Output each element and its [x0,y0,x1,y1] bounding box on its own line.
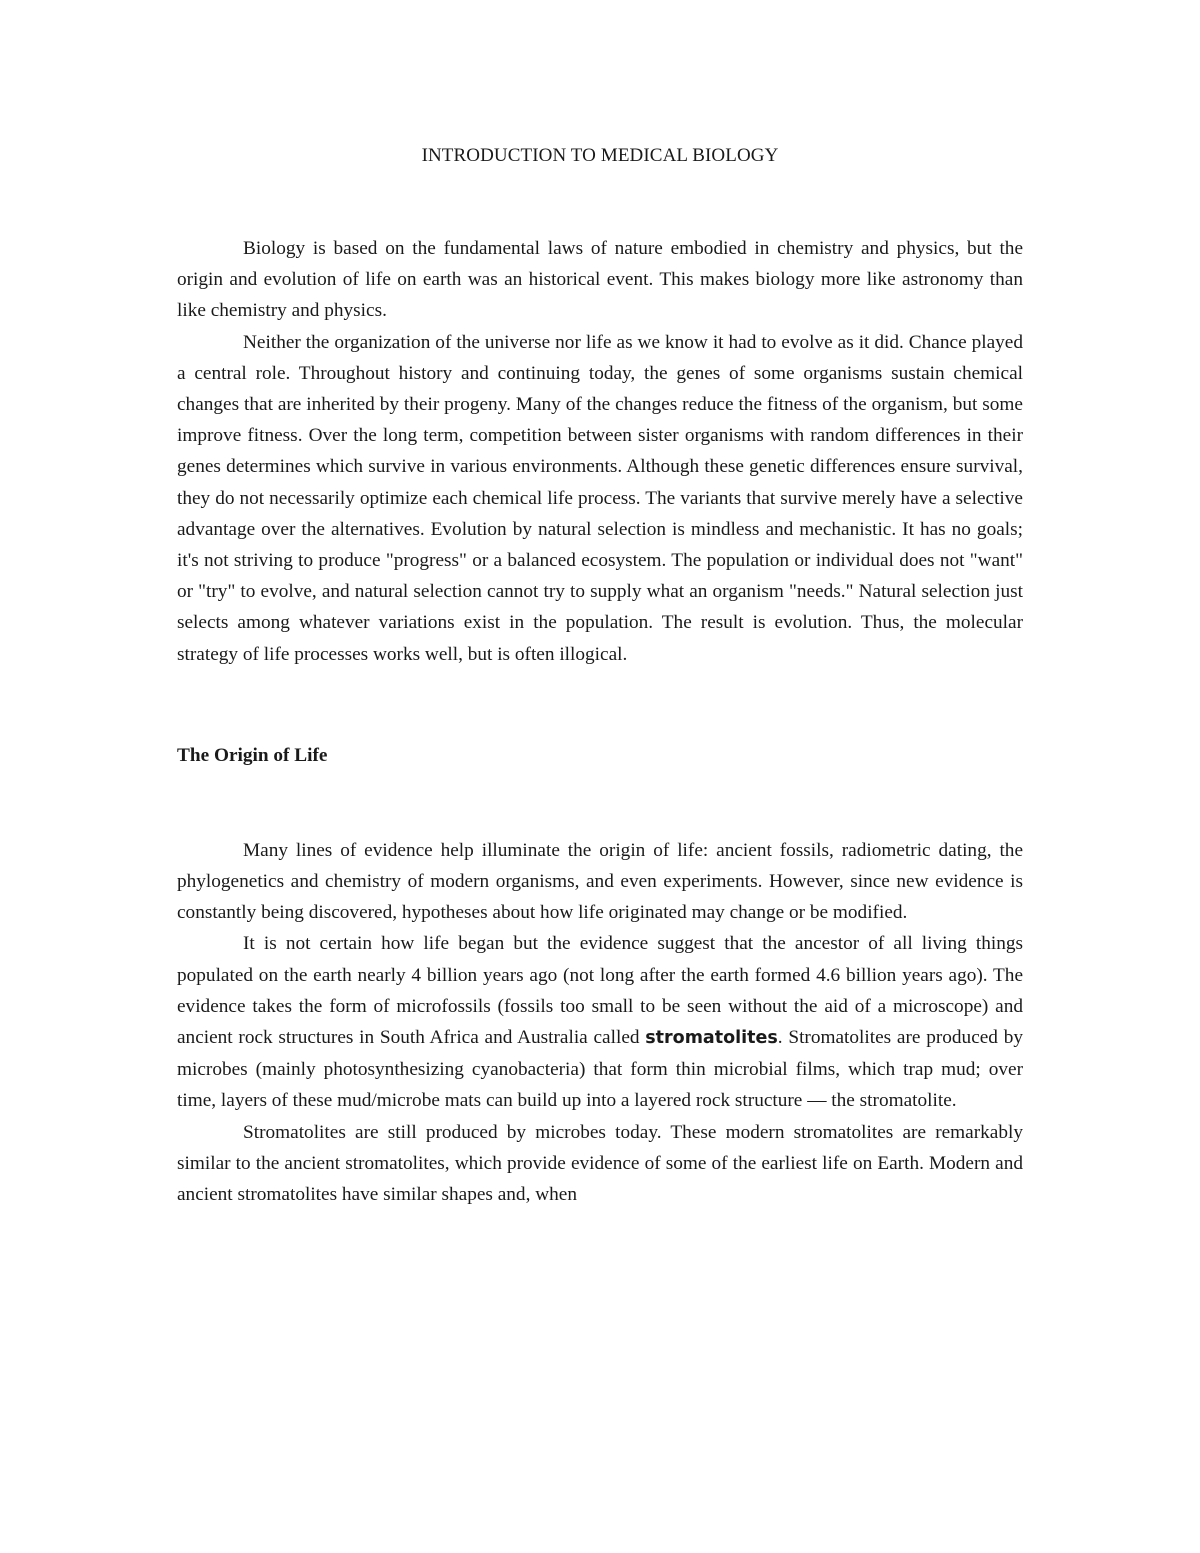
stromatolites-term: stromatolites [645,1028,778,1049]
origin-paragraph-2-text-after: . Stromatolites are produced by microbes (mainly photosynthesizing cyanobacteria) that form thin microbial films, which trap mud; over time, layers of these mud/microbe mats can build up into a layered rock structure — the stromatolite. [177,1027,1023,1112]
origin-paragraph-1: Many lines of evidence help illuminate the origin of life: ancient fossils, radiometric dating, the phylogenetics and chemistry of modern organisms, and even experiments. However, since new evidence is constantly being discovered, hypotheses about how life originated may change or be modified. [177,839,1023,924]
origin-paragraph-2 [177,928,1023,1116]
page-content [177,140,1023,1210]
origin-paragraph-2-text-before: It is not certain how life began but the evidence suggest that the ancestor of all living things populated on the earth nearly 4 billion years ago (not long after the earth formed 4.6 billion years ago). The evidence takes the form of microfossils (fossils too small to be seen without the aid of a microscope) and ancient rock structures in South Africa and Australia called [177,933,1023,1049]
section-heading-origin-of-life: The Origin of Life [177,744,328,766]
document-title: INTRODUCTION TO MEDICAL BIOLOGY [421,145,779,166]
intro-paragraph-2: Neither the organization of the universe nor life as we know it had to evolve as it did. Chance played a central role. Throughout history and continuing today, the genes of some organisms sustain chemical changes that are inherited by their progeny. Many of the changes reduce the fitness of the organism, but some improve fitness. Over the long term, competition between sister organisms with random differences in their genes determines which survive in various environments. Although these genetic differences ensure survival, they do not necessarily optimize each chemical life process. The variants that survive merely have a selective advantage over the alternatives. Evolution by natural selection is mindless and mechanistic. It has no goals; it's not striving to produce "progress" or a balanced ecosystem. The population or individual does not "want" or "try" to evolve, and natural selection cannot try to supply what an organism "needs." Natural selection just selects among whatever variations exist in the population. The result is evolution. Thus, the molecular strategy of life processes works well, but is often illogical. [177,331,1023,665]
intro-paragraph-1: Biology is based on the fundamental laws of nature embodied in chemistry and physics, but the origin and evolution of life on earth was an historical event. This makes biology more like astronomy than like chemistry and physics. [177,238,1023,322]
origin-paragraph-3: Stromatolites are still produced by microbes today. These modern stromatolites are remarkably similar to the ancient stromatolites, which provide evidence of some of the earliest life on Earth. Modern and ancient stromatolites have similar shapes and, when [177,1121,1023,1206]
